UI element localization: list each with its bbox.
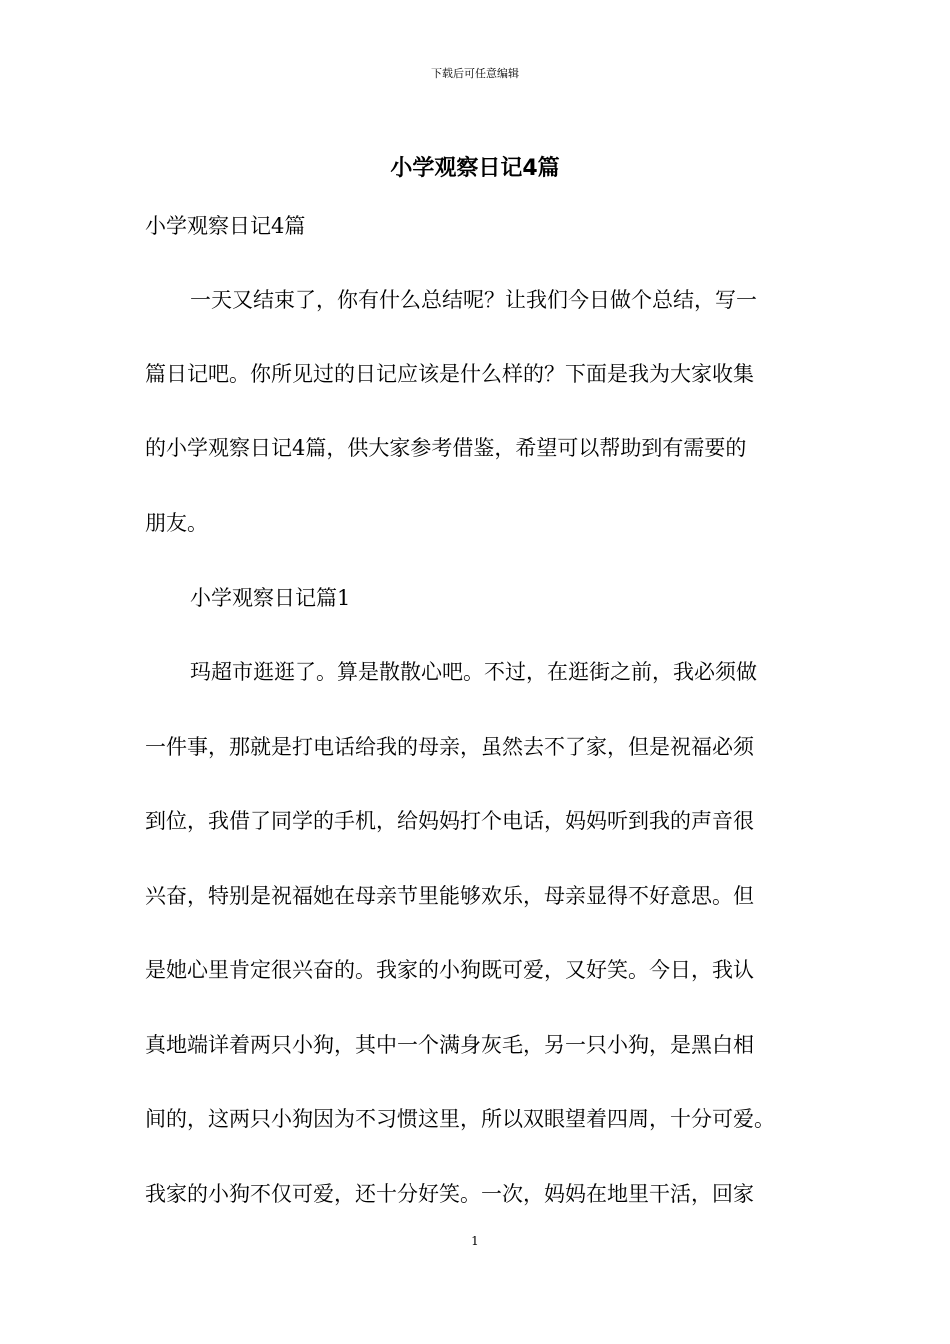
paragraph-line: 间的，这两只小狗因为不习惯这里，所以双眼望着四周，十分可爱。 — [145, 1107, 775, 1131]
paragraph-line: 篇日记吧。你所见过的日记应该是什么样的？下面是我为大家收集 — [145, 362, 754, 386]
header-note: 下载后可任意编辑 — [431, 67, 519, 80]
paragraph-line: 我家的小狗不仅可爱，还十分好笑。一次，妈妈在地里干活，回家 — [145, 1182, 754, 1206]
page-number: 1 — [471, 1234, 479, 1248]
paragraph-line: 一天又结束了，你有什么总结呢？让我们今日做个总结，写一 — [190, 288, 757, 312]
section-heading: 小学观察日记篇1 — [190, 586, 351, 610]
paragraph-line: 真地端详着两只小狗，其中一个满身灰毛，另一只小狗，是黑白相 — [145, 1033, 754, 1057]
paragraph-line: 兴奋，特别是祝福她在母亲节里能够欢乐，母亲显得不好意思。但 — [145, 884, 754, 908]
paragraph-line: 到位，我借了同学的手机，给妈妈打个电话，妈妈听到我的声音很 — [145, 809, 754, 833]
paragraph-line: 一件事，那就是打电话给我的母亲，虽然去不了家，但是祝福必须 — [145, 735, 754, 759]
paragraph-line: 的小学观察日记4篇，供大家参考借鉴，希望可以帮助到有需要的 — [145, 436, 747, 460]
paragraph-line: 朋友。 — [145, 511, 208, 535]
paragraph-line: 玛超市逛逛了。算是散散心吧。不过，在逛街之前，我必须做 — [190, 660, 757, 684]
document-title: 小学观察日记4篇 — [390, 156, 560, 181]
paragraph-line: 是她心里肯定很兴奋的。我家的小狗既可爱，又好笑。今日，我认 — [145, 958, 754, 982]
document-subtitle: 小学观察日记4篇 — [145, 214, 306, 238]
